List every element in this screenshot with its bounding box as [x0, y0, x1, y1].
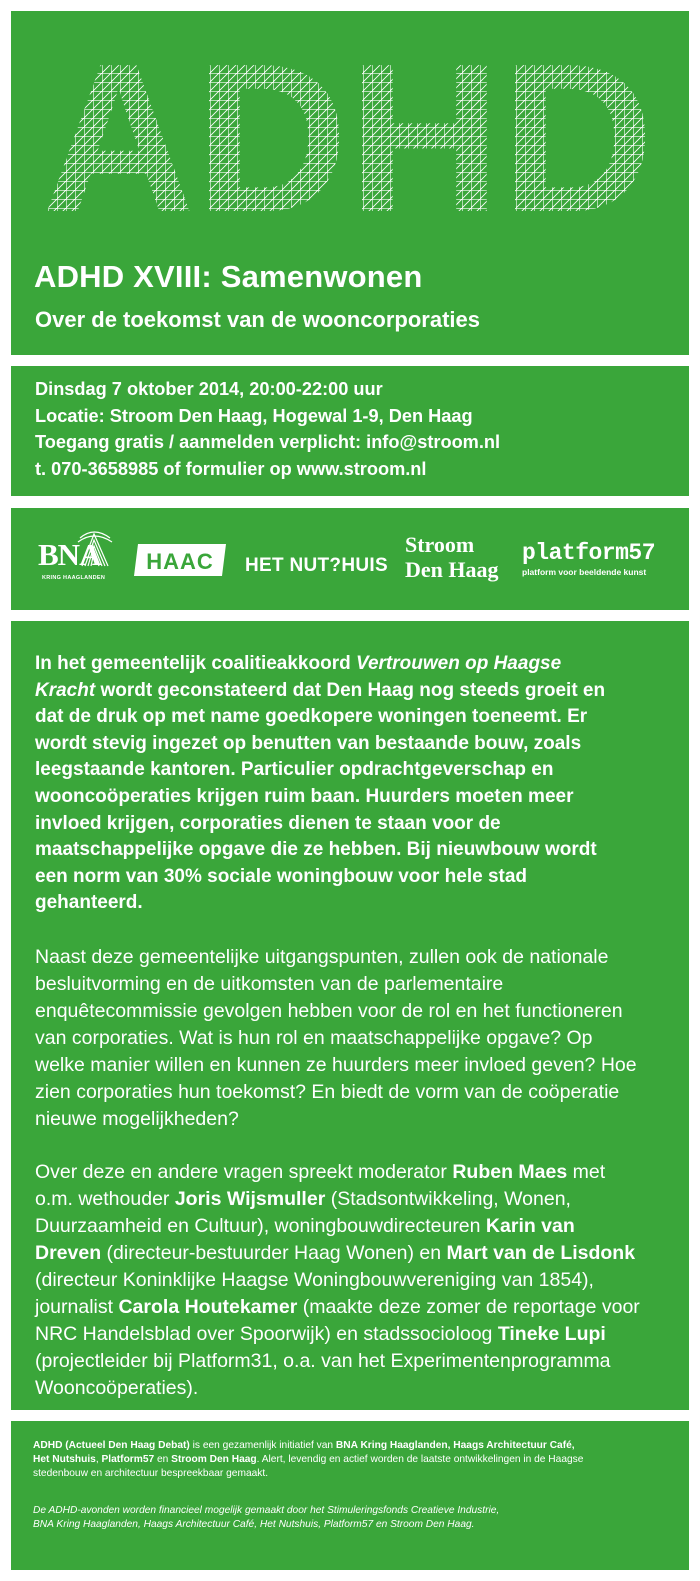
bna-sub: KRING HAAGLANDEN [42, 575, 106, 581]
adhd-hatched-logo [39, 37, 657, 219]
event-contact[interactable]: t. 070-3658985 of formulier op www.stroom.nl [35, 458, 427, 479]
text-run: ADHD (Actueel Den Haag Debat) [33, 1440, 190, 1451]
speakers-line [35, 1186, 675, 1213]
text-run: journalist [35, 1295, 119, 1318]
haac-name: HAAC [146, 549, 214, 574]
intro-line: invloed krijgen, corporaties dienen te staan voor de [35, 812, 501, 834]
context-line: zien corporaties hun toekomst? En biedt de vorm van de coöperatie [35, 1080, 620, 1103]
text-run: . Alert, levendig en actief worden de laatste ontwikkelingen in de Haagse [256, 1454, 584, 1466]
intro-line: wooncoöperaties krijgen ruim baan. Huurders moeten meer [35, 785, 574, 807]
bna-logo[interactable] [36, 528, 116, 584]
event-location: Locatie: Stroom Den Haag, Hogewal 1-9, Den Haag [35, 405, 473, 426]
footer-funding [33, 1504, 499, 1532]
text-run: Stroom Den Haag [171, 1454, 257, 1466]
body-block [11, 621, 689, 1410]
text-run: o.m. wethouder [35, 1187, 175, 1210]
speakers-paragraph [35, 1159, 675, 1402]
event-date: Dinsdag 7 oktober 2014, 20:00-22:00 uur [35, 379, 383, 399]
context-line: nieuwe mogelijkheden? [35, 1107, 239, 1130]
haac-badge-shape [132, 542, 228, 578]
event-title: ADHD XVIII: Samenwonen [34, 259, 423, 294]
text-run: (Stadsontwikkeling, Wonen, [325, 1187, 571, 1210]
speakers-line: Wooncoöperaties). [35, 1376, 199, 1399]
speaker-name: Carola Houtekamer [118, 1295, 298, 1318]
nutshuis-logo[interactable]: HET NUT?HUIS [245, 555, 388, 576]
text-run: Platform57 [101, 1454, 155, 1466]
footer-line: BNA Kring Haaglanden, Haags Architectuur Café, Het Nutshuis, Platform57 en Stroom Den Haag. [33, 1519, 475, 1531]
context-line: welke manier willen en kunnen ze huurders meer invloed geven? Hoe [35, 1053, 637, 1076]
text-run: NRC Handelsblad over Spoorwijk) en stadssocioloog [35, 1322, 498, 1345]
intro-paragraph [35, 651, 675, 917]
platform57-name: platform57 [522, 540, 656, 566]
context-line: besluitvorming en de uitkomsten van de parlementaire [35, 972, 504, 995]
footer-block [11, 1421, 689, 1570]
footer-line [33, 1439, 583, 1453]
footer-line [33, 1453, 583, 1467]
speakers-line: (directeur Koninklijke Haagse Woningbouwvereniging van 1854), [35, 1268, 594, 1291]
platform57-tagline: platform voor beeldende kunst [522, 567, 647, 577]
text-run: (maakte deze zomer de reportage voor [297, 1295, 640, 1318]
speakers-line [35, 1159, 675, 1186]
speakers-line [35, 1240, 675, 1267]
context-line: Naast deze gemeentelijke uitgangspunten, zullen ook de nationale [35, 945, 609, 968]
context-line: van corporaties. Wat is hun rol en maatschappelijke opgave? Op [35, 1026, 593, 1049]
speaker-name: Mart van de Lisdonk [446, 1241, 636, 1264]
footer-line: De ADHD-avonden worden financieel mogelijk gemaakt door het Stimuleringsfonds Creatieve Industrie, [33, 1505, 500, 1516]
context-paragraph [35, 944, 675, 1133]
speakers-line: (projectleider bij Platform31, o.a. van het Experimentenprogramma [35, 1349, 611, 1372]
context-line: enquêtecommissie gevolgen hebben voor de rol en het functioneren [35, 999, 623, 1022]
intro-line [35, 651, 675, 678]
speaker-name: Karin van [485, 1214, 575, 1237]
partner-logos-block [11, 508, 689, 610]
header-block [11, 11, 689, 355]
intro-line [35, 678, 675, 705]
event-info-block [11, 366, 689, 496]
stroom-logo[interactable] [405, 532, 505, 586]
intro-line: een norm van 30% sociale woningbouw voor hele stad [35, 865, 528, 887]
bna-name: BNA [38, 537, 101, 572]
text-run: wordt geconstateerd dat Den Haag nog steeds groeit en [95, 679, 606, 701]
intro-line: dat de druk op met name goedkopere woningen toeneemt. Er [35, 706, 588, 728]
speaker-name: Ruben Maes [452, 1160, 568, 1183]
speaker-name: Tineke Lupi [497, 1322, 606, 1345]
text-run: met [567, 1160, 606, 1183]
stroom-line-2: Den Haag [405, 557, 499, 582]
haac-logo[interactable] [132, 542, 228, 578]
intro-line: gehanteerd. [35, 892, 143, 914]
text-run: is een gezamenlijk initiatief van [189, 1440, 336, 1451]
intro-line: leegstaande kantoren. Particulier opdrachtgeverschap en [35, 759, 554, 781]
footer-credits [33, 1439, 583, 1482]
text-run: Duurzaamheid en Cultuur), woningbouwdirecteuren [35, 1214, 486, 1237]
platform57-logo[interactable] [522, 540, 655, 577]
body-text [35, 651, 675, 1402]
text-run: Over deze en andere vragen spreekt moderator [35, 1160, 453, 1183]
agreement-title: Vertrouwen op Haagse [356, 653, 562, 674]
speaker-name: Dreven [35, 1241, 102, 1264]
stroom-line-1: Stroom [405, 532, 475, 557]
event-info [35, 376, 500, 482]
intro-line: maatschappelijke opgave die ze hebben. Bij nieuwbouw wordt [35, 839, 597, 861]
speakers-line [35, 1294, 675, 1321]
intro-line: wordt stevig ingezet op benutten van bestaande bouw, zoals [35, 732, 582, 754]
agreement-title-end: Kracht [35, 679, 96, 701]
text-run: , [95, 1454, 102, 1466]
text-run: Het Nutshuis [33, 1454, 96, 1466]
text-run: en [154, 1454, 172, 1466]
footer-line: stedenbouw en architectuur bespreekbaar gemaakt. [33, 1468, 269, 1480]
event-subtitle: Over de toekomst van de wooncorporaties [35, 307, 481, 332]
text-run: (directeur-bestuurder Haag Wonen) en [101, 1241, 447, 1264]
text-run: BNA Kring Haaglanden, Haags Architectuur Café, [335, 1440, 575, 1451]
text-run: In het gemeentelijk coalitieakkoord [35, 653, 356, 674]
speakers-line [35, 1213, 675, 1240]
speakers-line [35, 1321, 675, 1348]
event-registration[interactable]: Toegang gratis / aanmelden verplicht: info@stroom.nl [35, 432, 501, 452]
speaker-name: Joris Wijsmuller [174, 1187, 326, 1210]
